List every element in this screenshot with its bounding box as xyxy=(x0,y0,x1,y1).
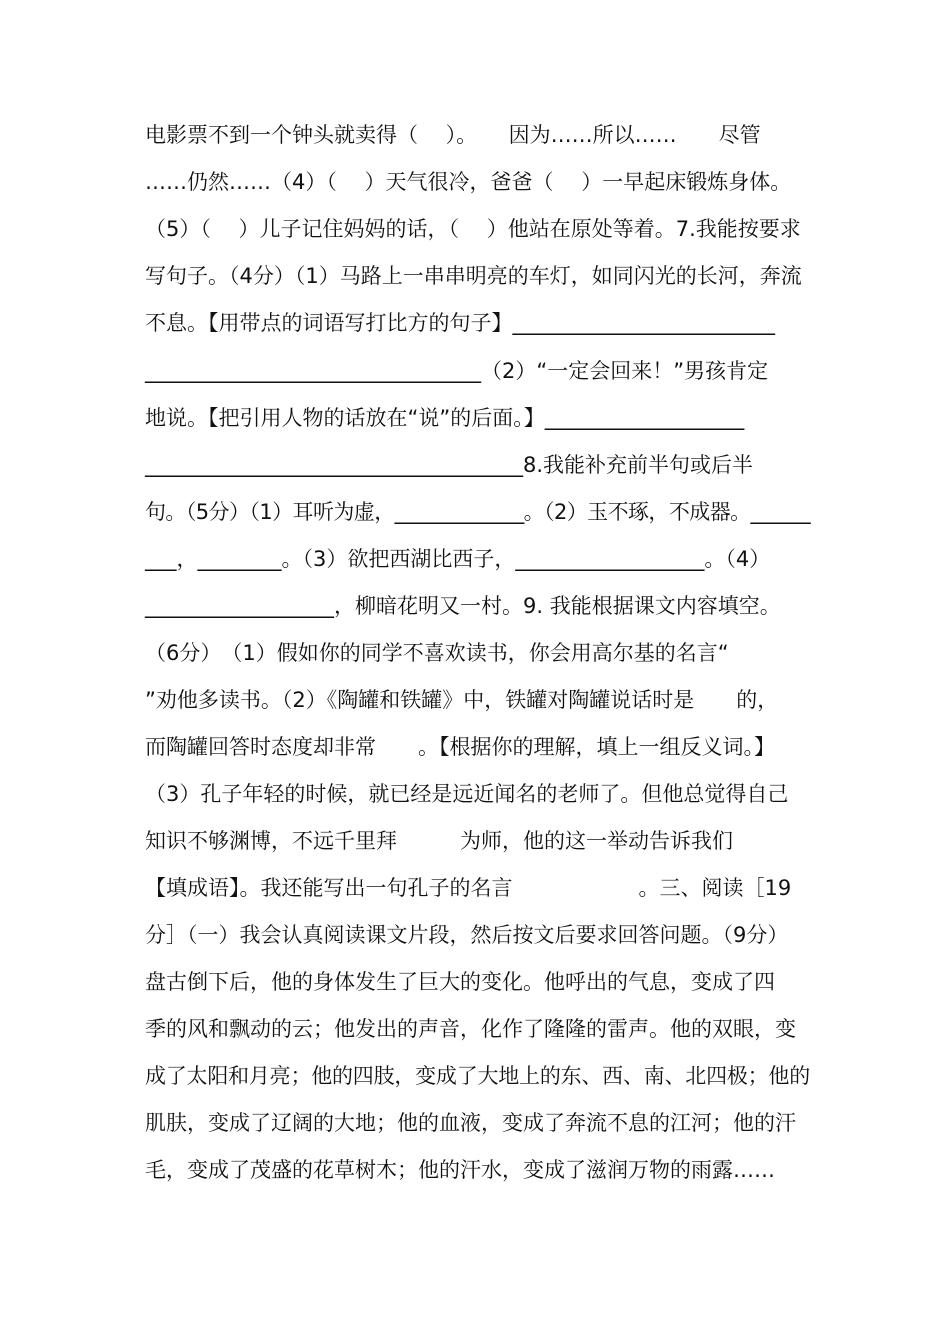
text-line: 盘古倒下后，他的身体发生了巨大的变化。他呼出的气息，变成了四 xyxy=(145,970,775,994)
text-line: （3）孔子年轻的时候，就已经是远近闻名的老师了。但他总觉得自己 xyxy=(145,782,789,806)
text-line: 【填成语】。我还能写出一句孔子的名言 。三、阅读［19 xyxy=(145,876,792,900)
text-line: 知识不够渊博，不远千里拜 为师，他的这一举动告诉我们 xyxy=(145,829,733,853)
text-line: 句。（5分）（1）耳听为虚，_____________。（2）玉不琢，不成器。______ xyxy=(145,500,811,524)
text-line: 毛，变成了茂盛的花草树木；他的汗水，变成了滋润万物的雨露…… xyxy=(145,1158,775,1182)
text-line: 分］（一）我会认真阅读课文片段，然后按文后要求回答问题。（9分） xyxy=(145,923,789,947)
text-line: 季的风和飘动的云；他发出的声音，化作了隆隆的雷声。他的双眼，变 xyxy=(145,1017,796,1041)
text-line: （5）（ ）儿子记住妈妈的话，（ ）他站在原处等着。7.我能按要求 xyxy=(145,217,801,241)
text-line: 地说。【把引用人物的话放在“说”的后面。】___________________ xyxy=(145,406,745,430)
text-line: （6分） （1）假如你的同学不喜欢读书，你会用高尔基的名言“ xyxy=(145,641,729,665)
text-line: ___，________。（3）欲把西湖比西子，__________________。（4） xyxy=(145,547,771,571)
text-line: ”劝他多读书。（2）《陶罐和铁罐》中，铁罐对陶罐说话时是 的， xyxy=(145,688,779,712)
text-line: 写句子。（4分）（1）马路上一串串明亮的车灯，如同闪光的长河，奔流 xyxy=(145,264,802,288)
text-line: 成了太阳和月亮；他的四肢，变成了大地上的东、西、南、北四极；他的 xyxy=(145,1064,810,1088)
text-line: 肌肤，变成了辽阔的大地；他的血液，变成了奔流不息的江河；他的汗 xyxy=(145,1111,796,1135)
text-line: ________________________________（2）“一定会回来！”男孩肯定 xyxy=(145,359,769,383)
text-line: 而陶罐回答时态度却非常 。【根据你的理解，填上一组反义词。】 xyxy=(145,735,775,759)
text-line: ……仍然……（4）（ ）天气很冷，爸爸（ ）一早起床锻炼身体。 xyxy=(145,170,792,194)
text-line: ____________________________________8.我能补充前半句或后半 xyxy=(145,453,754,477)
text-line: 不息。【用带点的词语写打比方的句子】_________________________ xyxy=(145,311,775,335)
text-line: __________________，柳暗花明又一村。9. 我能根据课文内容填空。 xyxy=(145,594,781,618)
text-line: 电影票不到一个钟头就卖得（ ）。 因为……所以…… 尽管 xyxy=(145,123,761,147)
